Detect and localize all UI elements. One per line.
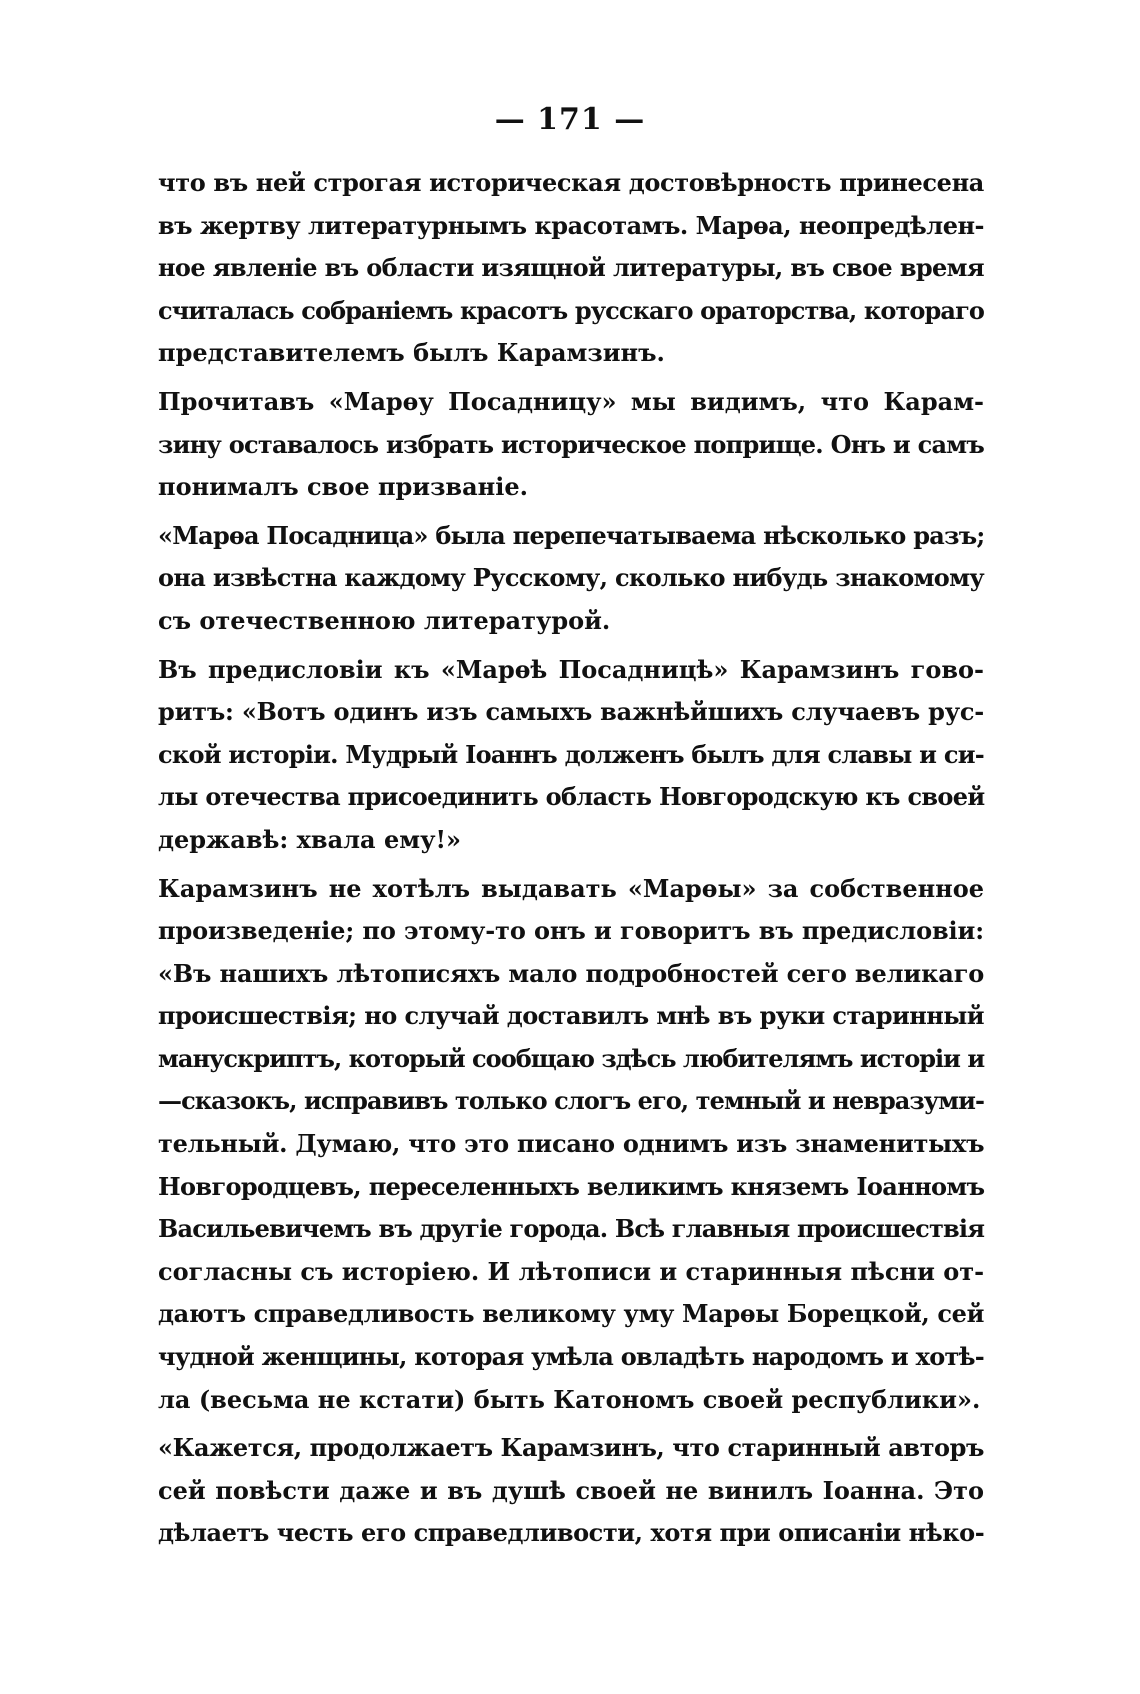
text-line: въ жертву литературнымъ красотамъ. Марѳа, неопредѣлен- <box>158 210 984 240</box>
text-line: ритъ: «Вотъ одинъ изъ самыхъ важнѣйшихъ случаевъ рус- <box>158 697 984 727</box>
text-line: «Въ нашихъ лѣтописяхъ мало подробностей сего великаго <box>158 958 985 988</box>
body-text <box>158 162 984 1561</box>
text-line: ской исторіи. Мудрый Іоаннъ долженъ былъ для славы и си- <box>158 739 984 769</box>
text-line: лы отечества присоединить область Новгородскую къ своей <box>158 782 985 812</box>
text-line: тельный. Думаю, что это писано однимъ изъ знаменитыхъ <box>158 1129 985 1159</box>
text-line: что въ ней строгая историческая достовѣрность принесена <box>158 168 984 197</box>
text-line: зину оставалось избрать историческое поприще. Онъ и самъ <box>158 429 984 459</box>
text-line: —сказокъ, исправивъ только слогъ его, темный и невразуми- <box>158 1086 985 1116</box>
paragraph <box>158 868 984 1422</box>
paragraph <box>158 381 984 509</box>
text-line: понималъ свое призваніе. <box>158 472 528 502</box>
page-number: — 171 — <box>494 102 646 137</box>
paragraph <box>158 515 984 643</box>
text-line: ное явленіе въ области изящной литературы, въ свое время <box>158 253 984 283</box>
text-line: Новгородцевъ, переселенныхъ великимъ княземъ Іоанномъ <box>158 1171 985 1201</box>
paragraph <box>158 1427 984 1555</box>
text-line: съ отечественною литературой. <box>158 605 611 635</box>
text-line: она извѣстна каждому Русскому, сколько нибудь знакомому <box>158 563 984 593</box>
text-line: манускриптъ, который сообщаю здѣсь любителямъ исторіи и <box>158 1043 985 1073</box>
text-line: Въ предисловіи къ «Марѳѣ Посадницѣ» Карамзинъ гово- <box>158 654 984 684</box>
text-line: «Кажется, продолжаетъ Карамзинъ, что старинный авторъ <box>158 1433 984 1463</box>
text-line: чудной женщины, которая умѣла овладѣть народомъ и хотѣ- <box>158 1342 984 1372</box>
paragraph <box>158 649 984 862</box>
text-line: Карамзинъ не хотѣлъ выдавать «Марѳы» за собственное <box>158 873 984 903</box>
text-line: происшествія; но случай доставилъ мнѣ въ руки старинный <box>158 1001 984 1031</box>
paragraph <box>158 162 984 375</box>
text-line: произведеніе; по этому-то онъ и говоритъ въ предисловіи: <box>158 916 984 946</box>
text-line: державѣ: хвала ему!» <box>158 824 461 854</box>
text-line: ла (весьма не кстати) быть Катономъ своей республики». <box>158 1384 981 1414</box>
text-line: представителемъ былъ Карамзинъ. <box>158 338 665 368</box>
text-line: Васильевичемъ въ другіе города. Всѣ главныя происшествія <box>158 1214 985 1244</box>
text-line: «Марѳа Посадница» была перепечатываема нѣсколько разъ; <box>158 520 985 550</box>
text-line: согласны съ исторіею. И лѣтописи и старинныя пѣсни от- <box>158 1256 985 1286</box>
text-line: считалась собраніемъ красотъ русскаго ораторства, котораго <box>158 295 984 325</box>
text-line: сей повѣсти даже и въ душѣ своей не винилъ Іоанна. Это <box>158 1475 984 1505</box>
text-line: Прочитавъ «Марѳу Посадницу» мы видимъ, что Карам- <box>158 386 984 416</box>
text-line: даютъ справедливость великому уму Марѳы Борецкой, сей <box>158 1299 985 1329</box>
text-line: дѣлаетъ честь его справедливости, хотя при описаніи нѣко- <box>158 1518 985 1548</box>
